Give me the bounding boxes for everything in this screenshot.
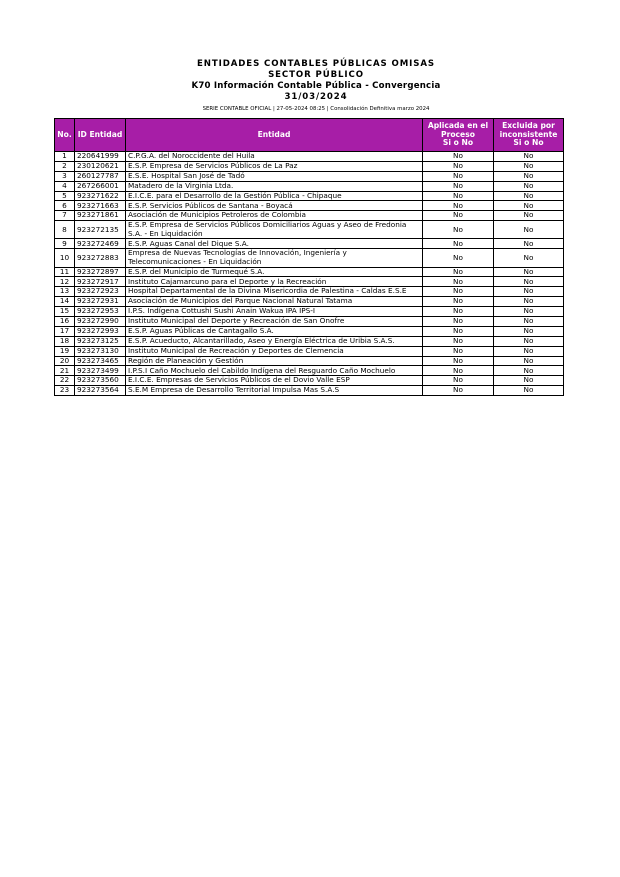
- row-excluida: No: [494, 181, 564, 191]
- col-header-excluida: Excluida por inconsistente Si o No: [494, 119, 564, 152]
- row-number: 9: [55, 239, 75, 249]
- row-excluida: No: [494, 376, 564, 386]
- row-entity-name: E.S.P. Acueducto, Alcantarillado, Aseo y Energía Eléctrica de Uribia S.A.S.: [126, 336, 423, 346]
- row-number: 17: [55, 326, 75, 336]
- table-row: [55, 161, 564, 171]
- row-id: 923273499: [75, 366, 126, 376]
- row-id: 923272993: [75, 326, 126, 336]
- row-id: 923271622: [75, 191, 126, 201]
- table-row: [55, 366, 564, 376]
- row-id: 923272883: [75, 249, 126, 267]
- row-id: 923272897: [75, 267, 126, 277]
- table-row: [55, 152, 564, 162]
- row-excluida: No: [494, 336, 564, 346]
- table-row: [55, 307, 564, 317]
- row-number: 18: [55, 336, 75, 346]
- row-number: 8: [55, 221, 75, 239]
- row-excluida: No: [494, 191, 564, 201]
- row-id: 923272990: [75, 316, 126, 326]
- row-aplicada: No: [423, 239, 494, 249]
- col-header-entidad: Entidad: [126, 119, 423, 152]
- row-aplicada: No: [423, 297, 494, 307]
- row-entity-name: E.S.E. Hospital San José de Tadó: [126, 171, 423, 181]
- row-id: 923271861: [75, 211, 126, 221]
- row-id: 923273130: [75, 346, 126, 356]
- row-number: 14: [55, 297, 75, 307]
- row-number: 4: [55, 181, 75, 191]
- row-number: 5: [55, 191, 75, 201]
- row-number: 7: [55, 211, 75, 221]
- row-aplicada: No: [423, 181, 494, 191]
- table-row: [55, 277, 564, 287]
- row-entity-name: E.I.C.E. para el Desarrollo de la Gestión Pública - Chipaque: [126, 191, 423, 201]
- row-entity-name: Región de Planeación y Gestión: [126, 356, 423, 366]
- row-entity-name: E.S.P. Aguas Canal del Dique S.A.: [126, 239, 423, 249]
- table-row: [55, 201, 564, 211]
- row-aplicada: No: [423, 249, 494, 267]
- table-row: [55, 191, 564, 201]
- table-row: [55, 181, 564, 191]
- row-id: 220641999: [75, 152, 126, 162]
- table-row: [55, 356, 564, 366]
- table-header-row: [55, 119, 564, 152]
- row-number: 11: [55, 267, 75, 277]
- row-id: 230120621: [75, 161, 126, 171]
- report-category: K70 Información Contable Pública - Convergencia: [191, 81, 441, 91]
- row-number: 23: [55, 386, 75, 396]
- row-excluida: No: [494, 267, 564, 277]
- row-aplicada: No: [423, 307, 494, 317]
- row-entity-name: E.S.P. Empresa de Servicios Públicos de La Paz: [126, 161, 423, 171]
- row-number: 6: [55, 201, 75, 211]
- row-id: 923273125: [75, 336, 126, 346]
- row-number: 13: [55, 287, 75, 297]
- row-entity-name: Asociación de Municipios Petroleros de Colombia: [126, 211, 423, 221]
- row-aplicada: No: [423, 346, 494, 356]
- row-entity-name: Asociación de Municipios del Parque Nacional Natural Tatama: [126, 297, 423, 307]
- row-number: 1: [55, 152, 75, 162]
- row-id: 260127787: [75, 171, 126, 181]
- table-row: [55, 249, 564, 267]
- report-title: ENTIDADES CONTABLES PÚBLICAS OMISAS: [196, 59, 436, 69]
- table-row: [55, 326, 564, 336]
- table-row: [55, 376, 564, 386]
- row-excluida: No: [494, 211, 564, 221]
- row-excluida: No: [494, 249, 564, 267]
- table-row: [55, 171, 564, 181]
- table-row: [55, 346, 564, 356]
- table-body: [55, 152, 564, 396]
- report-sector: SECTOR PÚBLICO: [268, 70, 364, 80]
- row-excluida: No: [494, 307, 564, 317]
- row-number: 15: [55, 307, 75, 317]
- row-entity-name: E.S.P. Servicios Públicos de Santana - Boyacá: [126, 201, 423, 211]
- row-entity-name: Instituto Cajamarcuno para el Deporte y la Recreación: [126, 277, 423, 287]
- table-row: [55, 386, 564, 396]
- row-aplicada: No: [423, 316, 494, 326]
- row-number: 19: [55, 346, 75, 356]
- row-excluida: No: [494, 152, 564, 162]
- row-number: 12: [55, 277, 75, 287]
- row-number: 20: [55, 356, 75, 366]
- row-id: 923273564: [75, 386, 126, 396]
- row-excluida: No: [494, 277, 564, 287]
- table-row: [55, 267, 564, 277]
- row-id: 923272931: [75, 297, 126, 307]
- row-id: 923272469: [75, 239, 126, 249]
- row-aplicada: No: [423, 201, 494, 211]
- row-number: 16: [55, 316, 75, 326]
- row-number: 22: [55, 376, 75, 386]
- row-excluida: No: [494, 287, 564, 297]
- row-excluida: No: [494, 386, 564, 396]
- row-aplicada: No: [423, 211, 494, 221]
- row-excluida: No: [494, 297, 564, 307]
- row-id: 923272923: [75, 287, 126, 297]
- row-entity-name: I.P.S.I Caño Mochuelo del Cabildo Indígena del Resguardo Caño Mochuelo: [126, 366, 423, 376]
- row-entity-name: E.I.C.E. Empresas de Servicios Públicos de el Dovio Valle ESP: [126, 376, 423, 386]
- row-entity-name: Instituto Municipal del Deporte y Recreación de San Onofre: [126, 316, 423, 326]
- table-row: [55, 316, 564, 326]
- row-aplicada: No: [423, 191, 494, 201]
- report-subtitle: SERIE CONTABLE OFICIAL | 27-05-2024 08:25 | Consolidación Definitiva marzo 2024: [202, 106, 430, 112]
- entities-table: [54, 118, 564, 396]
- row-aplicada: No: [423, 161, 494, 171]
- row-entity-name: Instituto Municipal de Recreación y Deportes de Clemencia: [126, 346, 423, 356]
- table-row: [55, 336, 564, 346]
- row-excluida: No: [494, 366, 564, 376]
- row-excluida: No: [494, 239, 564, 249]
- table-row: [55, 211, 564, 221]
- row-aplicada: No: [423, 386, 494, 396]
- table-row: [55, 287, 564, 297]
- row-number: 2: [55, 161, 75, 171]
- row-id: 923271663: [75, 201, 126, 211]
- row-id: 923272135: [75, 221, 126, 239]
- report-date: 31/03/2024: [284, 92, 348, 102]
- row-aplicada: No: [423, 267, 494, 277]
- row-entity-name: C.P.G.A. del Noroccidente del Huila: [126, 152, 423, 162]
- row-excluida: No: [494, 221, 564, 239]
- row-entity-name: S.E.M Empresa de Desarrollo Territorial Impulsa Mas S.A.S: [126, 386, 423, 396]
- row-entity-name: Empresa de Nuevas Tecnologías de Innovación, Ingeniería y Telecomunicaciones - En Liquidación: [126, 249, 423, 267]
- row-aplicada: No: [423, 221, 494, 239]
- row-excluida: No: [494, 356, 564, 366]
- row-id: 923272953: [75, 307, 126, 317]
- row-excluida: No: [494, 161, 564, 171]
- row-aplicada: No: [423, 366, 494, 376]
- row-entity-name: E.S.P. Empresa de Servicios Públicos Domiciliarios Aguas y Aseo de Fredonia S.A. - En Liquidación: [126, 221, 423, 239]
- row-aplicada: No: [423, 336, 494, 346]
- row-entity-name: E.S.P. del Municipio de Turmequé S.A.: [126, 267, 423, 277]
- row-entity-name: Matadero de la Virginia Ltda.: [126, 181, 423, 191]
- row-id: 267266001: [75, 181, 126, 191]
- row-entity-name: I.P.S. Indígena Cottushi Sushi Anain Wakua IPA IPS-I: [126, 307, 423, 317]
- row-id: 923273560: [75, 376, 126, 386]
- row-excluida: No: [494, 171, 564, 181]
- row-entity-name: E.S.P. Aguas Públicas de Cantagallo S.A.: [126, 326, 423, 336]
- col-header-aplicada: Aplicada en el Proceso Si o No: [423, 119, 494, 152]
- row-excluida: No: [494, 326, 564, 336]
- row-aplicada: No: [423, 171, 494, 181]
- row-number: 3: [55, 171, 75, 181]
- row-id: 923272917: [75, 277, 126, 287]
- row-excluida: No: [494, 201, 564, 211]
- row-aplicada: No: [423, 152, 494, 162]
- row-entity-name: Hospital Departamental de la Divina Misericordia de Palestina - Caldas E.S.E: [126, 287, 423, 297]
- row-aplicada: No: [423, 277, 494, 287]
- row-number: 10: [55, 249, 75, 267]
- row-number: 21: [55, 366, 75, 376]
- row-aplicada: No: [423, 287, 494, 297]
- row-id: 923273465: [75, 356, 126, 366]
- row-aplicada: No: [423, 356, 494, 366]
- col-header-no: No.: [55, 119, 75, 152]
- row-excluida: No: [494, 346, 564, 356]
- col-header-id: ID Entidad: [75, 119, 126, 152]
- row-excluida: No: [494, 316, 564, 326]
- table-row: [55, 221, 564, 239]
- row-aplicada: No: [423, 326, 494, 336]
- table-row: [55, 239, 564, 249]
- table-row: [55, 297, 564, 307]
- row-aplicada: No: [423, 376, 494, 386]
- report-header: [0, 59, 620, 114]
